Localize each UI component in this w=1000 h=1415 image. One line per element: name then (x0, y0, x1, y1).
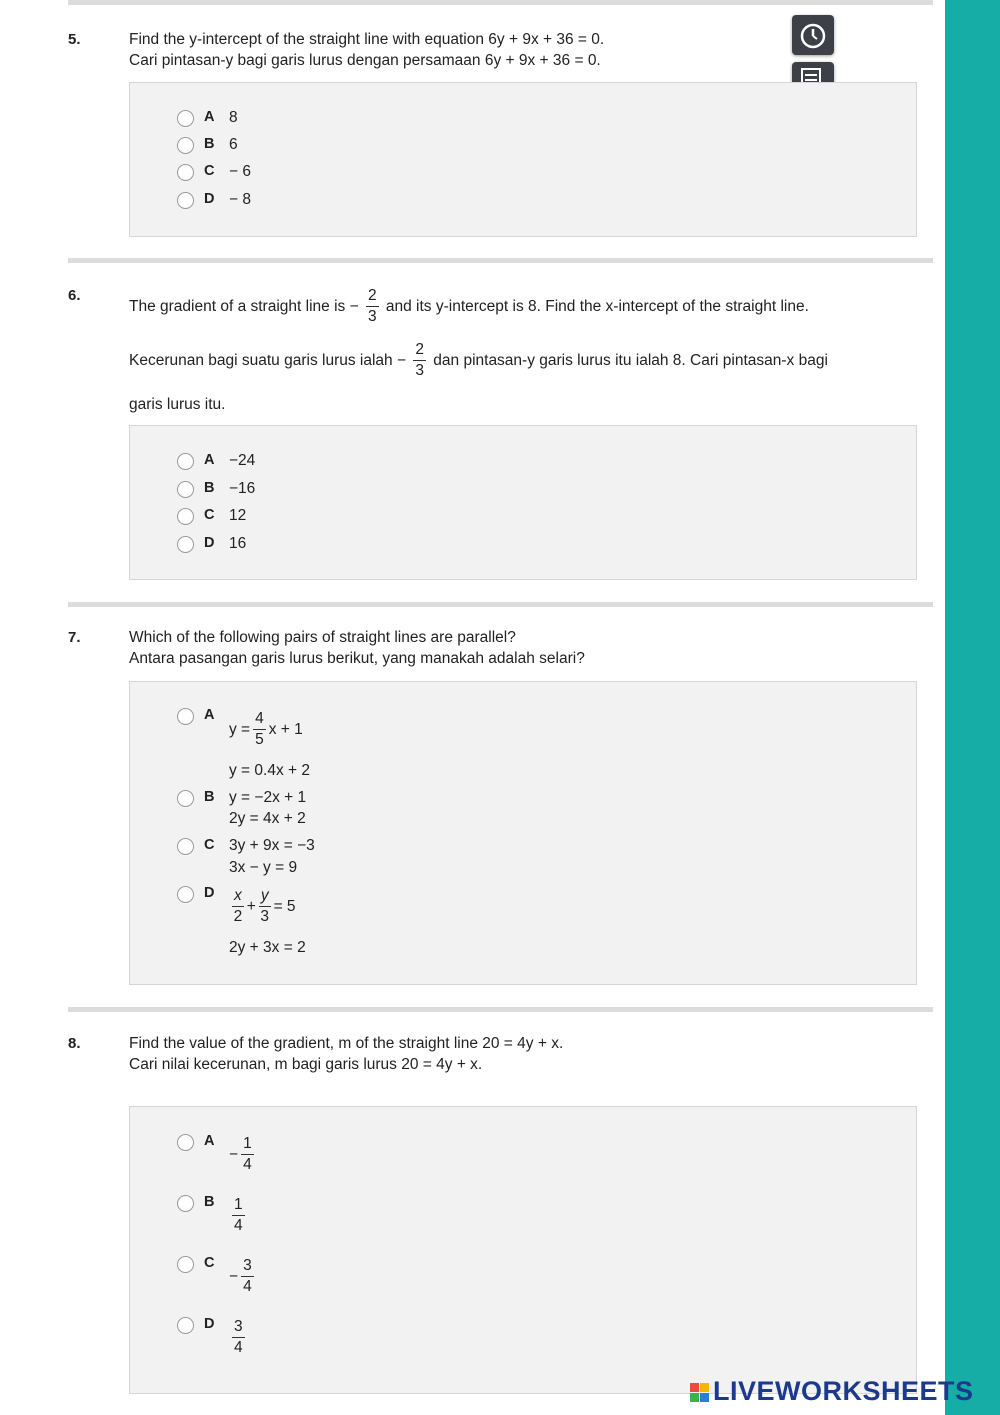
fraction (259, 888, 271, 926)
question-number: 8. (68, 1035, 81, 1052)
radio-button[interactable] (177, 1317, 194, 1334)
radio-button[interactable] (177, 508, 194, 525)
option-value (229, 1258, 257, 1296)
option-letter: B (204, 480, 215, 496)
fraction (413, 342, 426, 380)
option-letter: D (204, 1316, 215, 1332)
equation-line (229, 888, 296, 926)
options-box (129, 425, 917, 580)
equation-part: + (246, 897, 256, 915)
option-letter: C (204, 837, 215, 853)
equation-line: 2y = 4x + 2 (229, 810, 306, 827)
fraction-numerator: x (232, 888, 244, 907)
option-letter: C (204, 507, 215, 523)
fraction-numerator: 2 (366, 288, 379, 307)
right-sidebar (945, 0, 1000, 1415)
fraction-denominator: 2 (233, 908, 243, 926)
question-text (129, 288, 809, 326)
fraction-numerator: 4 (253, 711, 266, 730)
option-value: − 8 (229, 191, 251, 208)
option-value (229, 1197, 248, 1235)
equation-line: 3x − y = 9 (229, 859, 298, 876)
fraction-numerator: 1 (232, 1197, 245, 1216)
fraction-denominator: 5 (255, 731, 264, 749)
sign: − (229, 1145, 239, 1163)
equation-part: y = (229, 720, 251, 738)
logo-blocks-icon (690, 1383, 710, 1403)
text-part: The gradient of a straight line is − (129, 297, 359, 315)
fraction-numerator: 3 (232, 1319, 245, 1338)
timer-button[interactable] (792, 15, 834, 55)
equation-line: 2y + 3x = 2 (229, 939, 306, 956)
equation-part: x + 1 (268, 720, 303, 738)
separator (68, 258, 933, 263)
fraction-denominator: 4 (234, 1217, 243, 1235)
radio-button[interactable] (177, 137, 194, 154)
fraction-numerator: 1 (241, 1136, 254, 1155)
separator (68, 1007, 933, 1012)
fraction-denominator: 3 (260, 908, 269, 926)
option-letter: B (204, 1194, 215, 1210)
option-letter: A (204, 1133, 215, 1149)
radio-button[interactable] (177, 886, 194, 903)
fraction-denominator: 4 (234, 1339, 243, 1357)
left-margin (0, 0, 56, 1415)
sign: − (229, 1267, 239, 1285)
option-letter: B (204, 789, 215, 805)
option-value: 8 (229, 109, 238, 126)
radio-button[interactable] (177, 1256, 194, 1273)
radio-button[interactable] (177, 110, 194, 127)
radio-button[interactable] (177, 1195, 194, 1212)
fraction (232, 1319, 245, 1357)
option-letter: B (204, 136, 215, 152)
equation-line (229, 711, 303, 749)
option-letter: A (204, 109, 215, 125)
option-letter: D (204, 191, 215, 207)
equation-line: y = −2x + 1 (229, 789, 307, 806)
radio-button[interactable] (177, 708, 194, 725)
radio-button[interactable] (177, 838, 194, 855)
question-text: Find the value of the gradient, m of the straight line 20 = 4y + x. (129, 1035, 564, 1052)
option-value: − 6 (229, 163, 251, 180)
radio-button[interactable] (177, 192, 194, 209)
question-text-malay: Cari nilai kecerunan, m bagi garis lurus 20 = 4y + x. (129, 1056, 483, 1073)
text-part: Kecerunan bagi suatu garis lurus ialah − (129, 351, 407, 369)
options-box (129, 82, 917, 237)
option-letter: D (204, 535, 215, 551)
fraction-denominator: 4 (243, 1156, 252, 1174)
question-text-malay: garis lurus itu. (129, 396, 226, 413)
option-value (229, 1319, 248, 1357)
option-value: −16 (229, 480, 256, 497)
question-number: 7. (68, 629, 81, 646)
question-text-malay: Cari pintasan-y bagi garis lurus dengan persamaan 6y + 9x + 36 = 0. (129, 52, 601, 69)
fraction (241, 1136, 254, 1174)
radio-button[interactable] (177, 164, 194, 181)
equation-line: y = 0.4x + 2 (229, 762, 310, 779)
fraction-denominator: 4 (243, 1278, 252, 1296)
equation-part: = 5 (273, 897, 296, 915)
option-value (229, 1136, 257, 1174)
option-value: 12 (229, 507, 247, 524)
option-letter: C (204, 1255, 215, 1271)
question-text: Which of the following pairs of straight lines are parallel? (129, 629, 516, 646)
clock-icon (792, 15, 834, 55)
question-text-malay: Antara pasangan garis lurus berikut, yang manakah adalah selari? (129, 650, 585, 667)
radio-button[interactable] (177, 536, 194, 553)
option-letter: A (204, 707, 215, 723)
separator (68, 602, 933, 607)
radio-button[interactable] (177, 453, 194, 470)
text-part: dan pintasan-y garis lurus itu ialah 8. Cari pintasan-x bagi (433, 351, 828, 369)
fraction-numerator: 3 (241, 1258, 254, 1277)
separator (68, 0, 933, 5)
radio-button[interactable] (177, 1134, 194, 1151)
liveworksheets-logo[interactable] (690, 1376, 974, 1407)
fraction-denominator: 3 (367, 308, 377, 326)
option-letter: A (204, 452, 215, 468)
option-value: −24 (229, 452, 256, 469)
option-value: 6 (229, 136, 238, 153)
fraction-denominator: 3 (415, 362, 424, 380)
option-value: 16 (229, 535, 247, 552)
fraction (232, 1197, 245, 1235)
fraction-numerator: y (259, 888, 271, 907)
fraction-numerator: 2 (413, 342, 426, 361)
question-text-malay (129, 342, 828, 380)
radio-button[interactable] (177, 481, 194, 498)
fraction (232, 888, 244, 926)
question-text: Find the y-intercept of the straight line with equation 6y + 9x + 36 = 0. (129, 31, 605, 48)
option-letter: C (204, 163, 215, 179)
question-number: 5. (68, 31, 81, 48)
fraction (253, 711, 266, 749)
fraction (366, 288, 379, 326)
text-part: and its y-intercept is 8. Find the x-intercept of the straight line. (385, 297, 809, 315)
option-letter: D (204, 885, 215, 901)
radio-button[interactable] (177, 790, 194, 807)
equation-line: 3y + 9x = −3 (229, 837, 315, 854)
question-number: 6. (68, 287, 81, 304)
fraction (241, 1258, 254, 1296)
logo-text: LIVEWORKSHEETS (713, 1376, 974, 1406)
